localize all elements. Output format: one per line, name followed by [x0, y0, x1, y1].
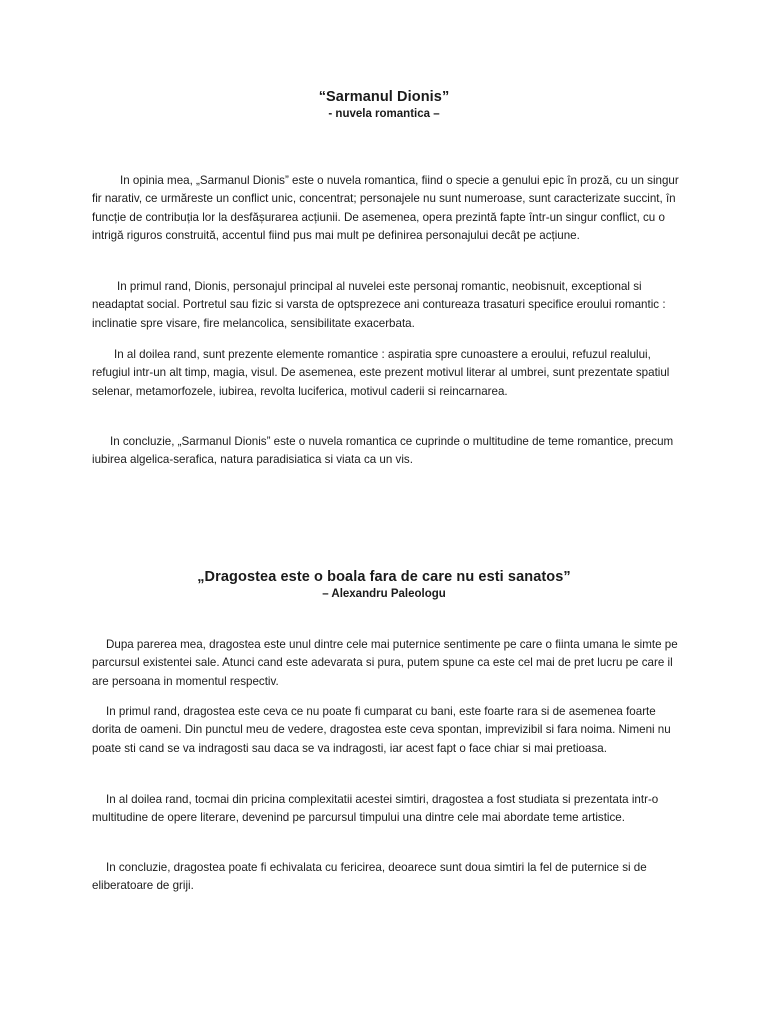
essay-1-subtitle: - nuvela romantica – — [328, 108, 440, 120]
essay-2-paragraph: In concluzie, dragostea poate fi echivalata cu fericirea, deoarece sunt doua simtiri la fel de puternice si de eliberatoare de griji. — [92, 861, 647, 893]
essay-1-paragraph: In concluzie, „Sarmanul Dionis” este o nuvela romantica ce cuprinde o multitudine de teme romantice, precum iubirea algelica-serafica, natura paradisiatica si viata ca un vis. — [92, 435, 674, 467]
essay-2-paragraph: In primul rand, dragostea este ceva ce nu poate fi cumparat cu bani, este foarte rara si de asemenea foarte dorita de oameni. Din punctul meu de vedere, dragostea este ceva spontan, imprevizibil si fara noima. Nimeni nu poate sti cand se va indragosti sau daca se va indragosti, iar acest fapt o face chiar si mai pretioasa. — [92, 705, 671, 755]
essay-1-title: “Sarmanul Dionis” — [318, 89, 450, 105]
essay-2-title: „Dragostea este o boala fara de care nu esti sanatos” — [197, 569, 571, 585]
essay-1-paragraph: In opinia mea, „Sarmanul Dionis” este o nuvela romantica, fiind o specie a genului epic în proză, cu un singur fir narativ, ce urmăreste un conflict unic, concentrat; personajele nu sunt numeroase, sunt caracterizate succint, în funcție de contribuția lor la desfășurarea acțiunii. De asemenea, opera prezintă fapte într-un singur conflict, cu o intrigă riguros construită, accentul fiind pus mai mult pe definirea personajului decât pe acțiune. — [92, 174, 679, 242]
essay-1-paragraph: In al doilea rand, sunt prezente elemente romantice : aspiratia spre cunoastere a eroului, refuzul realului, refugiul intr-un alt timp, magia, visul. De asemenea, este prezent motivul literar al umbrei, sunt prezentate spatiul selenar, metamorfozele, iubirea, revolta luciferica, motivul caderii si reincarnarea. — [92, 348, 670, 398]
essay-2-subtitle: – Alexandru Paleologu — [322, 588, 446, 600]
essay-1-paragraph: In primul rand, Dionis, personajul principal al nuvelei este personaj romantic, neobisnuit, exceptional si neadaptat social. Portretul sau fizic si varsta de optsprezece ani contureaza trasaturi specifice eroului romantic : inclinatie spre visare, fire melancolica, sensibilitate exacerbata. — [92, 280, 666, 330]
essay-2-paragraph: In al doilea rand, tocmai din pricina complexitatii acestei simtiri, dragostea a fost studiata si prezentata intr-o multitudine de opere literare, devenind pe parcursul timpului una dintre cele mai abordate teme artistice. — [92, 793, 659, 825]
essay-2-paragraph: Dupa parerea mea, dragostea este unul dintre cele mai puternice sentimente pe care o fiinta umana le simte pe parcursul existentei sale. Atunci cand este adevarata si pura, putem spune ca este cel mai de pret lucru pe care il are persoana in momentul respectiv. — [92, 638, 678, 688]
